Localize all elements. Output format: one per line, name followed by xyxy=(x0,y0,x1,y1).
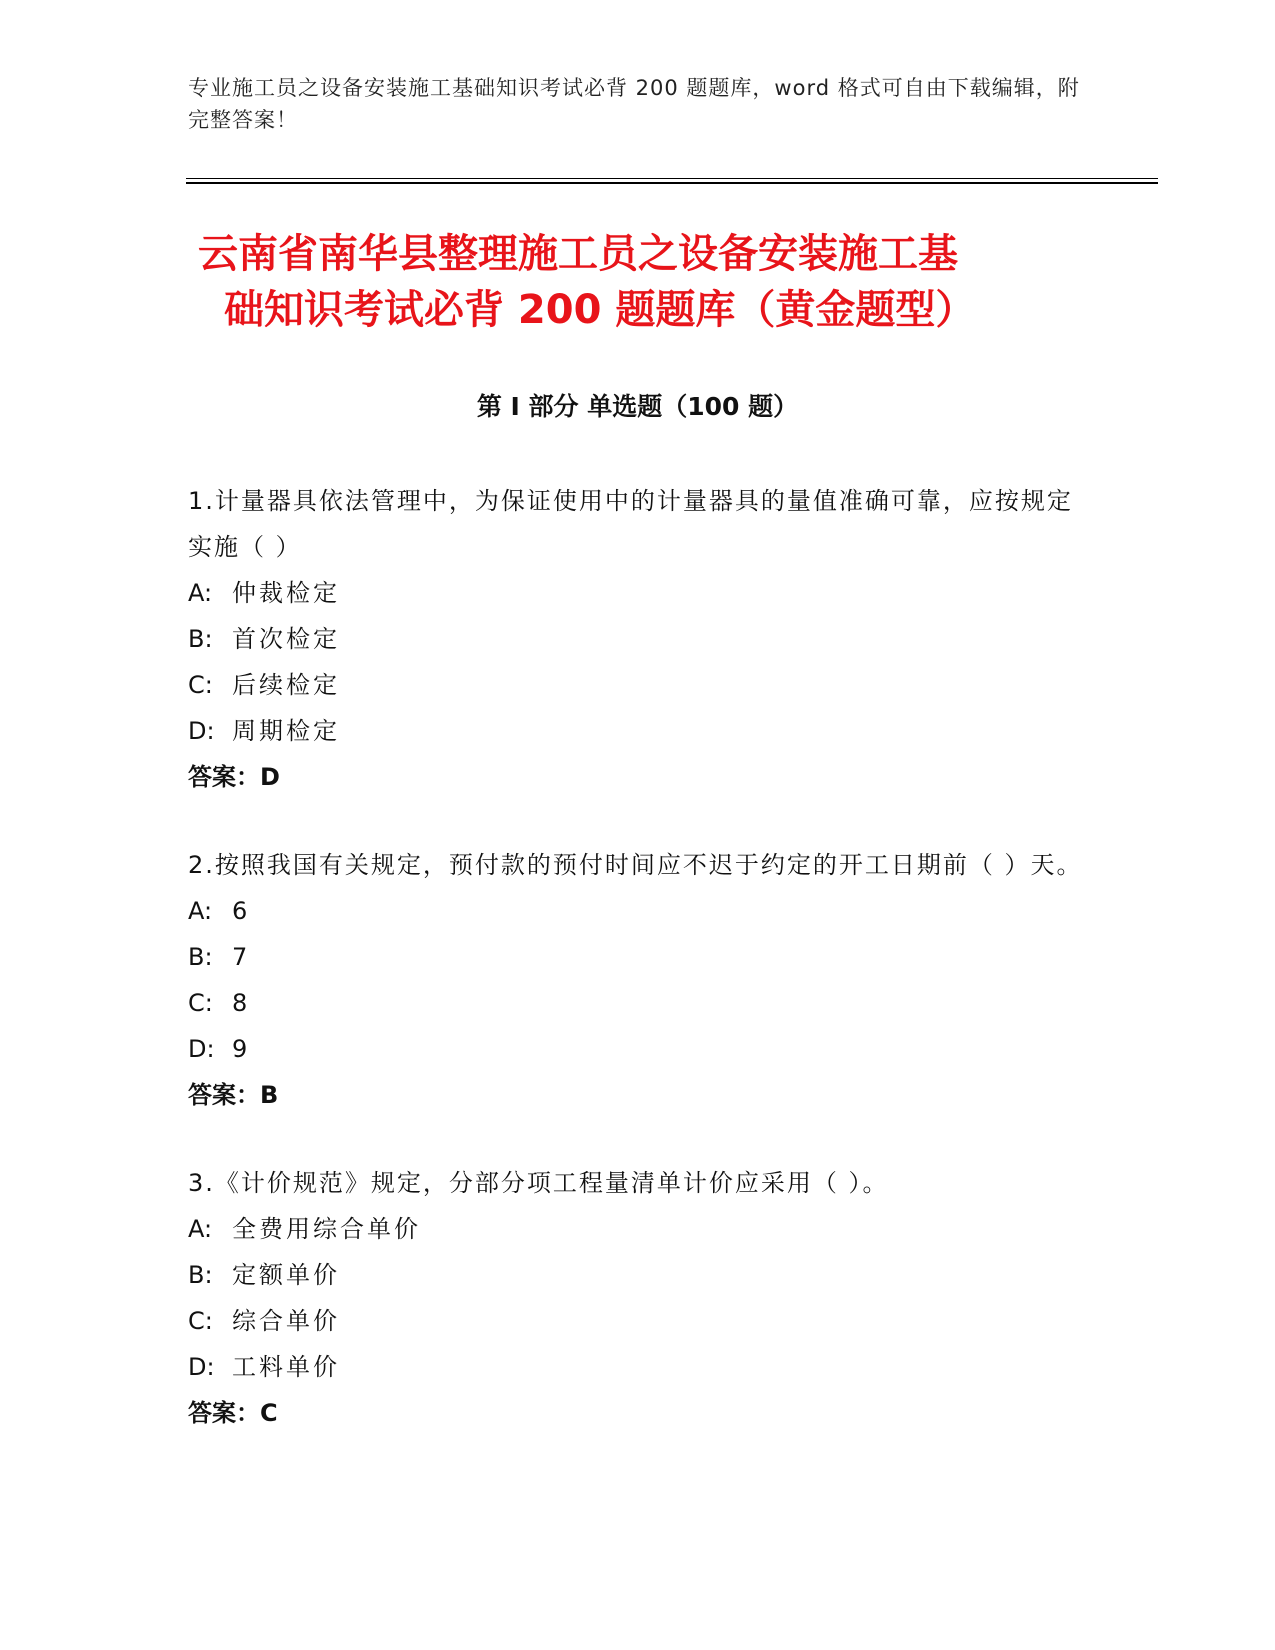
option-d xyxy=(188,1344,1088,1390)
option-b xyxy=(188,934,1088,980)
option-key: A: xyxy=(188,579,213,607)
option-text: 后续检定 xyxy=(232,671,340,699)
option-key: D: xyxy=(188,1353,215,1381)
option-b xyxy=(188,616,1088,662)
document-title-line2: 础知识考试必背 200 题题库（黄金题型） xyxy=(224,287,976,333)
option-b xyxy=(188,1252,1088,1298)
option-text: 6 xyxy=(232,897,251,925)
option-a xyxy=(188,570,1088,616)
header-divider-thin xyxy=(186,178,1158,179)
document-title xyxy=(198,226,1098,338)
option-d xyxy=(188,708,1088,754)
option-text: 仲裁检定 xyxy=(232,579,340,607)
option-text: 定额单价 xyxy=(232,1261,340,1289)
question-list xyxy=(188,478,1088,1478)
question-stem: 3.《计价规范》规定，分部分项工程量清单计价应采用（ ）。 xyxy=(188,1169,889,1197)
option-key: B: xyxy=(188,1261,213,1289)
header-divider-thick xyxy=(186,182,1158,184)
option-d xyxy=(188,1026,1088,1072)
option-text: 综合单价 xyxy=(232,1307,340,1335)
option-a xyxy=(188,888,1088,934)
option-text: 7 xyxy=(232,943,251,971)
option-text: 工料单价 xyxy=(232,1353,340,1381)
option-key: B: xyxy=(188,625,213,653)
question-stem: 1.计量器具依法管理中，为保证使用中的计量器具的量值准确可靠，应按规定实施（ ） xyxy=(188,487,1073,561)
option-key: C: xyxy=(188,671,213,699)
option-key: A: xyxy=(188,1215,213,1243)
option-text: 首次检定 xyxy=(232,625,340,653)
answer: 答案：B xyxy=(188,1081,279,1109)
option-c xyxy=(188,1298,1088,1344)
option-key: C: xyxy=(188,989,213,1017)
option-key: D: xyxy=(188,717,215,745)
option-a xyxy=(188,1206,1088,1252)
answer: 答案：C xyxy=(188,1399,278,1427)
option-key: B: xyxy=(188,943,213,971)
question-1 xyxy=(188,478,1088,800)
question-stem: 2.按照我国有关规定，预付款的预付时间应不迟于约定的开工日期前（ ）天。 xyxy=(188,851,1083,879)
question-3 xyxy=(188,1160,1088,1436)
option-text: 全费用综合单价 xyxy=(232,1215,421,1243)
section-title: 第 I 部分 单选题（100 题） xyxy=(476,392,799,421)
header-note: 专业施工员之设备安装施工基础知识考试必背 200 题题库，word 格式可自由下载编辑，附完整答案！ xyxy=(188,76,1080,132)
option-text: 周期检定 xyxy=(232,717,340,745)
question-2 xyxy=(188,842,1088,1118)
option-key: C: xyxy=(188,1307,213,1335)
option-text: 9 xyxy=(232,1035,251,1063)
option-key: A: xyxy=(188,897,213,925)
option-text: 8 xyxy=(232,989,251,1017)
option-c xyxy=(188,980,1088,1026)
option-key: D: xyxy=(188,1035,215,1063)
document-title-line1: 云南省南华县整理施工员之设备安装施工基 xyxy=(198,231,958,277)
option-c xyxy=(188,662,1088,708)
answer: 答案：D xyxy=(188,763,280,791)
